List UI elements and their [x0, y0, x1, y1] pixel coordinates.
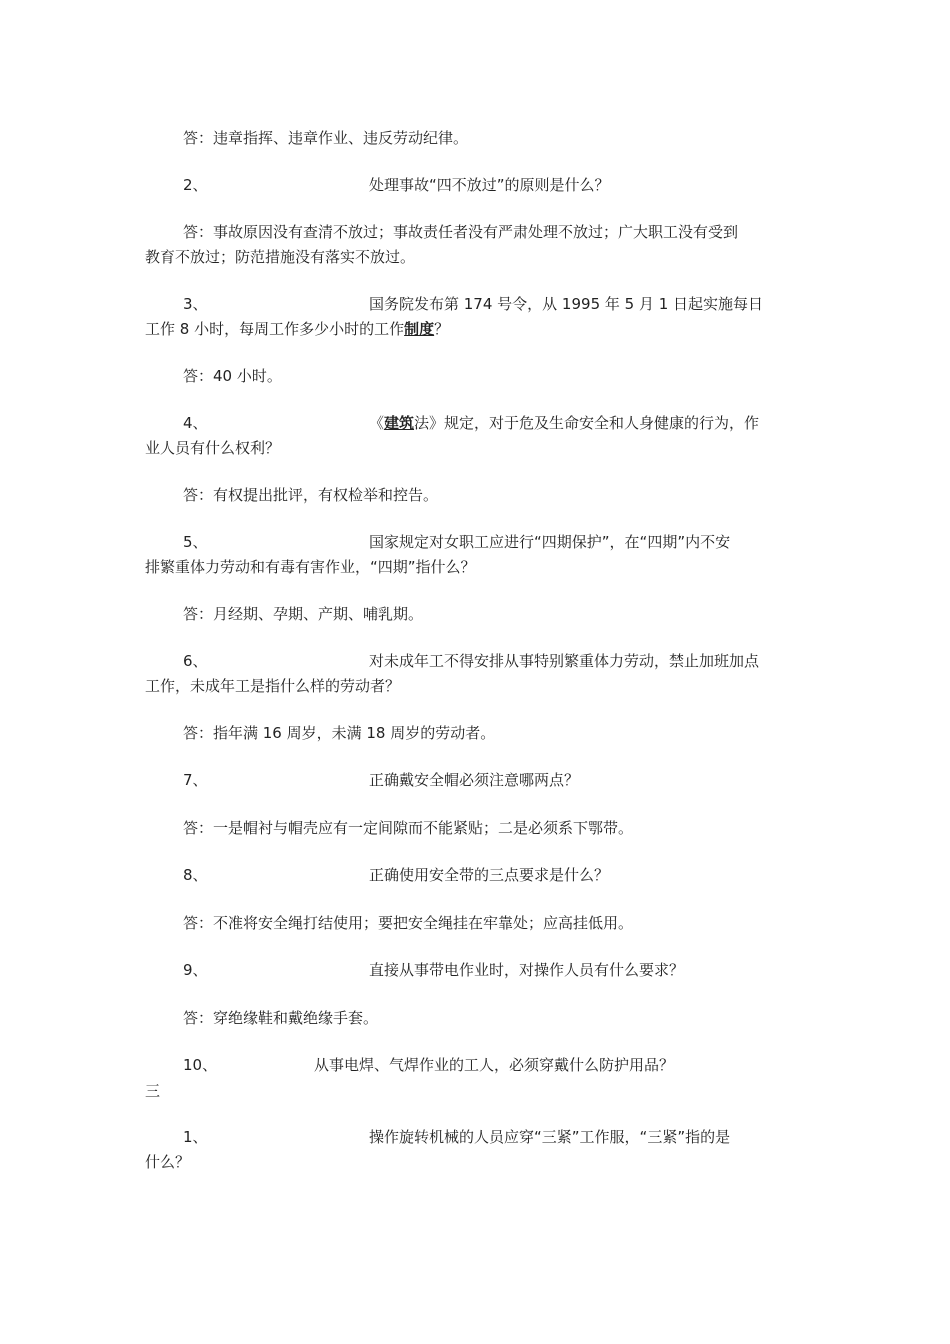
question-number: 4、	[183, 414, 208, 432]
question-number: 8、	[183, 866, 208, 884]
question-text: 正确使用安全带的三点要求是什么？	[369, 866, 610, 884]
section-heading: 三	[145, 1082, 161, 1100]
link-jianzhu[interactable]: 建筑	[384, 414, 415, 432]
answer-text: 答：一是帽衬与帽壳应有一定间隙而不能紧贴；二是必须系下鄂带。	[183, 819, 634, 837]
question-text-continued: 业人员有什么权利？	[145, 439, 281, 457]
question-text: 操作旋转机械的人员应穿“三紧”工作服，“三紧”指的是	[369, 1128, 731, 1146]
answer-text: 答：违章指挥、违章作业、违反劳动纪律。	[183, 129, 469, 147]
question-number: 3、	[183, 295, 208, 313]
answer-text: 答：月经期、孕期、产期、哺乳期。	[183, 605, 424, 623]
question-text: 直接从事带电作业时，对操作人员有什么要求？	[369, 961, 685, 979]
question-text-continued: 排繁重体力劳动和有毒有害作业，“四期”指什么？	[145, 558, 476, 576]
question-text: 国家规定对女职工应进行“四期保护”，在“四期”内不安	[369, 533, 731, 551]
question-text-continued: 什么？	[145, 1153, 191, 1171]
answer-text: 答：有权提出批评，有权检举和控告。	[183, 486, 439, 504]
link-zhidu[interactable]: 制度	[404, 320, 435, 338]
question-text: 正确戴安全帽必须注意哪两点？	[369, 771, 580, 789]
question-number: 2、	[183, 176, 208, 194]
answer-text: 答：指年满 16 周岁，未满 18 周岁的劳动者。	[183, 724, 496, 742]
question-text: 国务院发布第 174 号令，从 1995 年 5 月 1 日起实施每日	[369, 295, 764, 313]
answer-text: 答：穿绝缘鞋和戴绝缘手套。	[183, 1009, 379, 1027]
question-number: 9、	[183, 961, 208, 979]
question-number: 1、	[183, 1128, 208, 1146]
answer-text: 答：40 小时。	[183, 367, 282, 385]
document-page: 答：违章指挥、违章作业、违反劳动纪律。 2、 处理事故“四不放过”的原则是什么？ 答：事故原因没有查清不放过；事故责任者没有严肃处理不放过；广大职工没有受到 教育不放过；防范措施没有落实不放过。 3、 国务院发布第 174 号令，从 1995 年 5 月 1 日起实施每日 工作 8 小时，每周工作多少小时的工作制度？ 答：40 小时。 4、 《建筑法》规定，对于危及生命安全和人身健康的行为，作 业人员有什么权利？ 答：有权提出批评，有权检举和控告。 5、 国家规定对女职工应进行“四期保护”，在“四期”内不安 排繁重体力劳动和有毒有害作业，“四期”指什么？ 答：月经期、孕期、产期、哺乳期。 6、 对未成年工不得安排从事特别繁重体力劳动，禁止加班加点 工作，未成年工是指什么样的劳动者？ 答：指年满 16 周岁，未满 18 周岁的劳动者。 7、 正确戴安全帽必须注意哪两点？ 答：一是帽衬与帽壳应有一定间隙而不能紧贴；二是必须系下鄂带。 8、 正确使用安全带的三点要求是什么？ 答：不准将安全绳打结使用；要把安全绳挂在牢靠处；应高挂低用。 9、 直接从事带电作业时，对操作人员有什么要求？ 答：穿绝缘鞋和戴绝缘手套。 10、 从事电焊、气焊作业的工人，必须穿戴什么防护用品？ 三 1、 操作旋转机械的人员应穿“三紧”工作服，“三紧”指的是 什么？	[0, 0, 950, 1344]
question-text-continued: 工作 8 小时，每周工作多少小时的工作制度？	[145, 320, 450, 338]
question-text: 对未成年工不得安排从事特别繁重体力劳动，禁止加班加点	[369, 652, 760, 670]
question-number: 6、	[183, 652, 208, 670]
question-text: 从事电焊、气焊作业的工人，必须穿戴什么防护用品？	[314, 1056, 675, 1074]
question-number: 5、	[183, 533, 208, 551]
answer-text: 答：不准将安全绳打结使用；要把安全绳挂在牢靠处；应高挂低用。	[183, 914, 634, 932]
question-text: 《建筑法》规定，对于危及生命安全和人身健康的行为，作	[369, 414, 760, 432]
question-text: 处理事故“四不放过”的原则是什么？	[369, 176, 610, 194]
question-number: 10、	[183, 1056, 218, 1074]
question-text-continued: 工作，未成年工是指什么样的劳动者？	[145, 677, 401, 695]
question-number: 7、	[183, 771, 208, 789]
